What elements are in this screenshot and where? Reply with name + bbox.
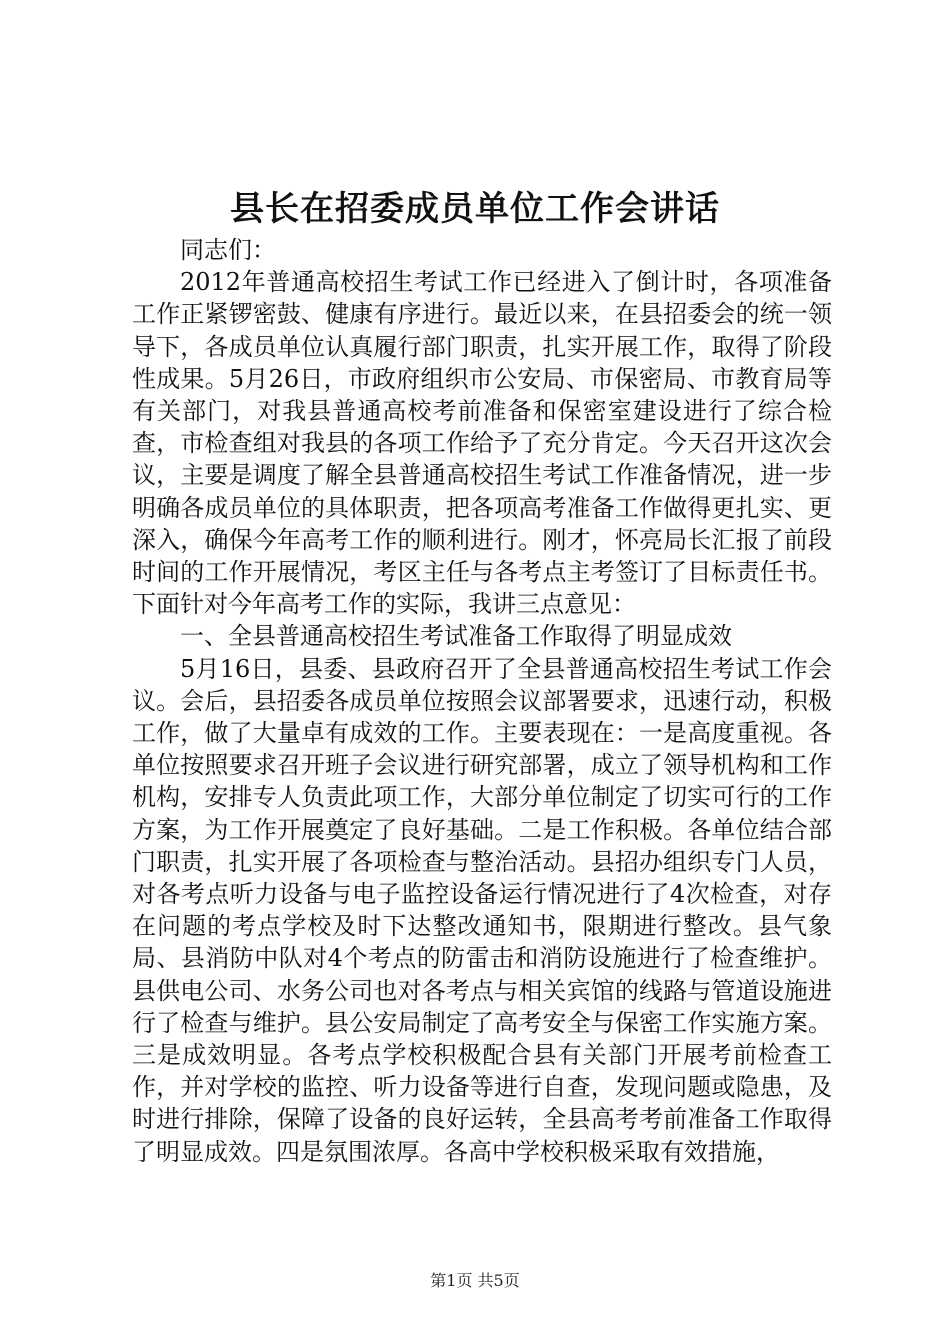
document-body bbox=[132, 234, 832, 1168]
document-title: 县长在招委成员单位工作会讲话 bbox=[230, 189, 720, 229]
salutation: 同志们： bbox=[180, 236, 276, 264]
section-heading-1: 一、全县普通高校招生考试准备工作取得了明显成效 bbox=[180, 622, 732, 651]
paragraph-intro: 2012年普通高校招生考试工作已经进入了倒计时，各项准备工作正紧锣密鼓、健康有序进行。最近以来，在县招委会的统一领导下，各成员单位认真履行部门职责，扎实开展工作，取得了阶段性成果。5月26日，市政府组织市公安局、市保密局、市教育局等有关部门，对我县普通高校考前准备和保密室建设进行了综合检查，市检查组对我县的各项工作给予了充分肯定。今天召开这次会议，主要是调度了解全县普通高校招生考试工作准备情况，进一步明确各成员单位的具体职责，把各项高考准备工作做得更扎实、更深入，确保今年高考工作的顺利进行。刚才，怀亮局长汇报了前段时间的工作开展情况，考区主任与各考点主考签订了目标责任书。下面针对今年高考工作的实际，我讲三点意见： bbox=[132, 268, 832, 619]
page-footer: 第1页 共5页 bbox=[430, 1271, 520, 1290]
paragraph-section-1: 5月16日，县委、县政府召开了全县普通高校招生考试工作会议。会后，县招委各成员单位按照会议部署要求，迅速行动，积极工作，做了大量卓有成效的工作。主要表现在：一是高度重视。各单位按照要求召开班子会议进行研究部署，成立了领导机构和工作机构，安排专人负责此项工作，大部分单位制定了切实可行的工作方案，为工作开展奠定了良好基础。二是工作积极。各单位结合部门职责，扎实开展了各项检查与整治活动。县招办组织专门人员，对各考点听力设备与电子监控设备运行情况进行了4次检查，对存在问题的考点学校及时下达整改通知书，限期进行整改。县气象局、县消防中队对4个考点的防雷击和消防设施进行了检查维护。县供电公司、水务公司也对各考点与相关宾馆的线路与管道设施进行了检查与维护。县公安局制定了高考安全与保密工作实施方案。三是成效明显。各考点学校积极配合县有关部门开展考前检查工作，并对学校的监控、听力设备等进行自查，发现问题或隐患，及时进行排除，保障了设备的良好运转，全县高考考前准备工作取得了明显成效。四是氛围浓厚。各高中学校积极采取有效措施， bbox=[132, 654, 832, 1166]
